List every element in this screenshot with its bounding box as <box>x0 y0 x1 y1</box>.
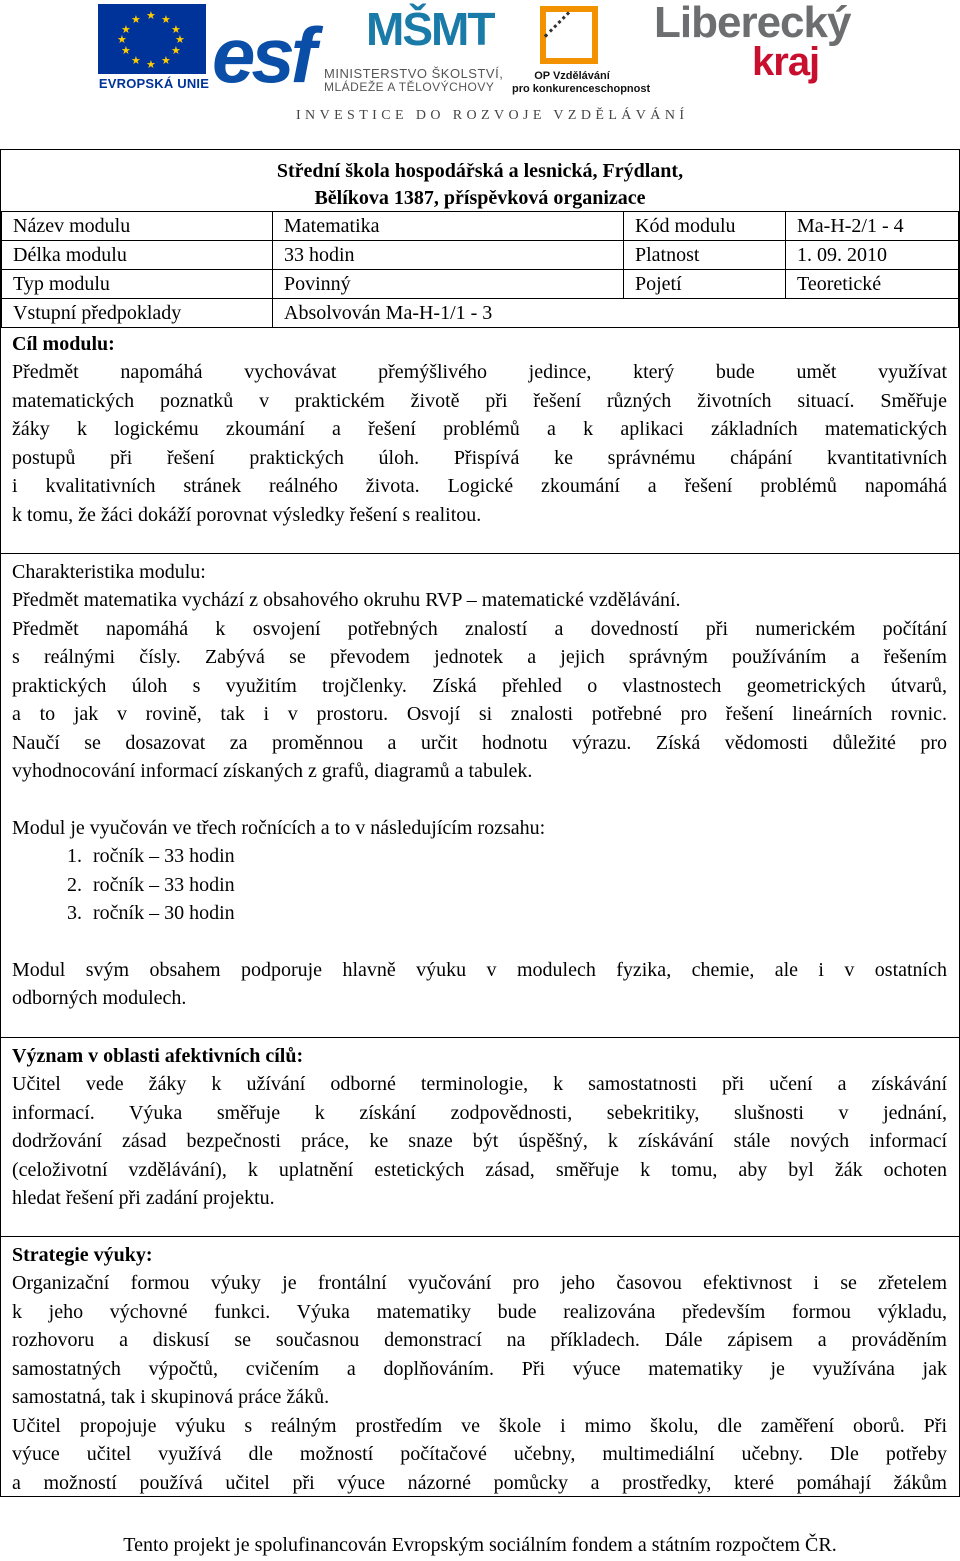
text-line: k tomu, že žáci dokáží porovnat výsledky řešení s realitou. <box>12 503 482 526</box>
table-cell: Povinný <box>273 270 624 299</box>
text-line: hledat řešení při zadání projektu. <box>12 1187 275 1209</box>
msmt-mark: MŠMT <box>366 3 494 55</box>
text-line: odborných modulech. <box>12 987 187 1009</box>
text-line: i kvalitativních stránek reálného života. Logické zkoumání a řešení problémů napomáhá <box>12 475 947 497</box>
logo-header <box>0 0 960 130</box>
table-row <box>2 241 959 270</box>
text-line: Předmět matematika vychází z obsahového okruhu RVP – matematické vzdělávání. <box>12 589 681 611</box>
table-row <box>2 270 959 299</box>
eu-flag-icon: ★ ★ ★ ★ ★ ★ ★ ★ ★ ★ ★ ★ <box>98 4 206 74</box>
text-line: samostatných výpočtů, cvičením a doplňováním. Při výuce matematiky je využívána jak <box>12 1357 947 1380</box>
module-info-table <box>1 211 959 328</box>
text-line: Učitel vede žáky k užívání odborné terminologie, k samostatnosti při učení a získávání <box>12 1073 947 1095</box>
text-line: k jeho výchovné funkci. Výuka matematiky bude realizována především formou výkladu, <box>12 1300 947 1323</box>
liberecky-kraj-logo <box>654 0 864 92</box>
text-line: matematických poznatků v praktickém životě při řešení různých životních situací. Směřuje <box>12 389 947 412</box>
table-cell: Teoretické <box>786 270 959 299</box>
table-cell: Délka modulu <box>2 241 273 270</box>
footer-note: Tento projekt je spolufinancován Evropským sociálním fondem a státním rozpočtem ČR. <box>123 1534 837 1556</box>
slogan: INVESTICE DO ROZVOJE VZDĚLÁVÁNÍ <box>296 108 689 123</box>
table-cell: Ma-H-2/1 - 4 <box>786 212 959 241</box>
text-line: samostatná, tak i skupinová práce žáků. <box>12 1386 330 1408</box>
msmt-logo <box>324 2 524 92</box>
msmt-line1: MINISTERSTVO ŠKOLSTVÍ, <box>324 66 504 81</box>
table-cell: Typ modulu <box>2 270 273 299</box>
opvk-line1: OP Vzdělávání <box>534 70 610 82</box>
table-row <box>2 212 959 241</box>
msmt-line2: MLÁDEŽE A TĚLOVÝCHOVY <box>324 80 495 94</box>
text-line: (celoživotní vzdělávání), k uplatnění estetických zásad, směřuje k tomu, aby byl žák ochoten <box>12 1158 947 1181</box>
kraj-line2: kraj <box>752 40 820 84</box>
table-cell: Platnost <box>624 241 786 270</box>
module-sheet <box>0 149 960 1497</box>
section-charakteristika <box>1 553 959 1036</box>
table-row <box>2 299 959 328</box>
section-heading: Význam v oblasti afektivních cílů: <box>12 1045 304 1067</box>
heading-colon: : <box>145 1244 153 1266</box>
text-line: žáky k logickému zkoumání a řešení problémů a k aplikaci základních matematických <box>12 418 947 440</box>
text-line: a to jak v rovině, tak i v prostoru. Osvojí si znalosti potřebné pro řešení lineárních rovnic. <box>12 703 947 725</box>
text-line: informací. Výuka směřuje k získání zodpovědnosti, sebekritiky, slušnosti v jednání, <box>12 1101 947 1124</box>
text-line: Učitel propojuje výuku s reálným prostředím ve škole i mimo školu, dle zaměření oborů. Při <box>12 1414 947 1437</box>
opvk-emblem-icon <box>540 6 598 64</box>
section-heading <box>12 1241 947 1269</box>
text-line: Organizační formou výuky je frontální vyučování pro jeho časovou efektivnost i se zřetelem <box>12 1272 947 1294</box>
text-line: rozhovoru a diskusí se současnou demonstrací na příkladech. Dále zápisem a prováděním <box>12 1329 947 1351</box>
list-item: 1. ročník – 33 hodin <box>87 842 947 871</box>
table-cell: 33 hodin <box>273 241 624 270</box>
section-heading: Charakteristika modulu: <box>12 561 206 583</box>
kraj-line1: Liberecký <box>654 0 851 47</box>
esf-logo: esf <box>212 11 313 99</box>
eu-logo <box>98 4 210 92</box>
school-name: Střední škola hospodářská a lesnická, Frýdlant, <box>276 160 684 182</box>
text-line: praktických úloh s využitím trojčlenky. Získá přehled o vlastnostech geometrických útvarů, <box>12 674 947 697</box>
list-item: 3. ročník – 30 hodin <box>87 899 947 928</box>
opvk-logo <box>512 4 651 95</box>
years-list <box>12 842 947 928</box>
list-item: 2. ročník – 33 hodin <box>87 871 947 900</box>
text-line: Modul svým obsahem podporuje hlavně výuku v modulech fyzika, chemie, ale i v ostatních <box>12 958 947 981</box>
school-address: Bělíkova 1387, příspěvková organizace <box>314 187 646 209</box>
table-cell: Pojetí <box>624 270 786 299</box>
text-line: Předmět napomáhá k osvojení potřebných znalostí a dovedností při numerickém počítání <box>12 617 947 640</box>
text-line: Předmět napomáhá vychovávat přemýšlivého jedince, který bude umět využívat <box>12 361 947 383</box>
table-cell: Vstupní předpoklady <box>2 299 273 328</box>
text-line: dodržování zásad bezpečnosti práce, ke snaze být úspěšný, k získávání stále nových informací <box>12 1130 947 1152</box>
text-line: Naučí se dosazovat za proměnnou a určit hodnotu výrazu. Získá vědomosti důležité pro <box>12 731 947 754</box>
text-line: Modul je vyučován ve třech ročnících a to v následujícím rozsahu: <box>12 816 546 839</box>
text-line: a možností používá učitel při výuce názorné pomůcky a prostředky, které pomáhají žákům <box>12 1471 947 1494</box>
table-cell: 1. 09. 2010 <box>786 241 959 270</box>
section-vyznam <box>1 1037 959 1235</box>
heading-text: Strategie výuky <box>12 1244 146 1266</box>
text-line: s reálnými čísly. Zabývá se převodem jednotek a jejich správným používáním a řešením <box>12 646 947 668</box>
eu-label: EVROPSKÁ UNIE <box>98 76 210 91</box>
section-strategie <box>1 1236 959 1496</box>
table-cell: Kód modulu <box>624 212 786 241</box>
section-heading: Cíl modulu: <box>12 333 115 355</box>
table-cell: Absolvován Ma-H-1/1 - 3 <box>273 299 959 328</box>
text-line: postupů při řešení praktických úloh. Přispívá ke správnému chápání kvantitativních <box>12 446 947 469</box>
table-cell: Matematika <box>273 212 624 241</box>
section-cil <box>1 330 959 529</box>
text-line: vyhodnocování informací získaných z grafů, diagramů a tabulek. <box>12 760 533 782</box>
text-line: výuce učitel využívá dle možností počítačové učebny, multimediální učebny. Dle potřeby <box>12 1443 947 1465</box>
table-cell: Název modulu <box>2 212 273 241</box>
opvk-line2: pro konkurenceschopnost <box>512 83 651 95</box>
